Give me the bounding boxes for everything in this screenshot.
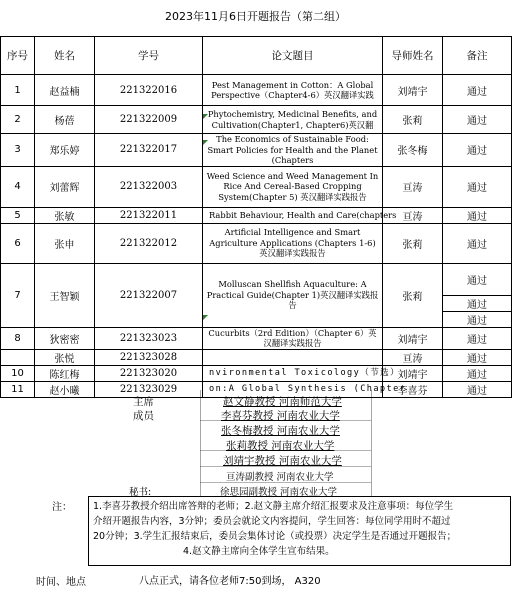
cell-note: 通过 <box>443 134 512 167</box>
cell-thesis: Pest Management in Cotton：A Global Perspective（Chapter4-6）英汉翻译实践 <box>203 75 383 106</box>
secretary-label: 秘书: <box>129 487 152 498</box>
cell-advisor: 刘靖宇 <box>383 75 443 106</box>
cell-advisor: 刘靖宇 <box>383 327 443 349</box>
cell-note: 通过 <box>443 166 512 207</box>
committee-member: 张冬梅教授 河南农业大学 <box>221 425 340 437</box>
cell-thesis: Weed Science and Weed Management In Rice And Cereal-Based Cropping System(Chapter 5) 英汉翻译实践报告 <box>203 166 383 207</box>
cell-note: 通过 <box>443 207 512 223</box>
cell-thesis: nvironmental Toxicology（节选） <box>203 365 383 381</box>
cell-thesis: on:A Global Synthesis (Chapter <box>203 381 383 397</box>
cell-advisor: 张莉 <box>383 223 443 263</box>
header-advisor: 导师姓名 <box>383 37 443 75</box>
table-row[interactable] <box>1 75 512 106</box>
table-row[interactable] <box>1 207 512 223</box>
cell-student-id: 221323020 <box>95 365 203 381</box>
cell-thesis: Molluscan Shellfish Aquaculture: A Practical Guide(Chapter 1)英汉翻译实践报告 <box>203 263 383 327</box>
cell-advisor: 亘涛 <box>383 349 443 365</box>
chair-name: 赵文静教授 河南师范大学 <box>223 396 342 408</box>
members-label: 成员 <box>133 410 154 422</box>
cell-thesis: Cucurbits（2rd Edition）（Chapter 6）英汉翻译实践报告 <box>203 327 383 349</box>
committee-member: 张莉教授 河南农业大学 <box>226 440 335 452</box>
cell-student-id: 221323028 <box>95 349 203 365</box>
header-thesis: 论文题目 <box>203 37 383 75</box>
cell-note: 通过 <box>443 106 512 134</box>
cell-name: 张敏 <box>35 207 95 223</box>
cell-name: 赵益楠 <box>35 75 95 106</box>
table-header-row <box>1 37 512 75</box>
cell-no: 10 <box>1 365 35 381</box>
note-line: 1.李喜芬教授介绍出席答辩的老师；2.赵文静主席介绍汇报要求及注意事项：每位学生 <box>93 501 454 512</box>
cell-thesis: The Economics of Sustainable Food: Smart Policies for Health and the Planet (Chapters <box>203 134 383 167</box>
cell-student-id: 221322007 <box>95 263 203 327</box>
cell-name: 赵小曦 <box>35 381 95 397</box>
cell-no: 4 <box>1 166 35 207</box>
time-location-value: 八点正式，请各位老师7:50到场， A320 <box>139 576 321 587</box>
cell-no: 3 <box>1 134 35 167</box>
cell-thesis: Artificial Intelligence and Smart Agriculture Applications (Chapters 1-6) 英汉翻译实践报告 <box>203 223 383 263</box>
cell-name: 狄密密 <box>35 327 95 349</box>
table-row[interactable] <box>1 327 512 349</box>
cell-advisor: 李喜芬 <box>383 381 443 397</box>
header-note: 备注 <box>443 37 512 75</box>
cell-marker-icon <box>203 140 208 145</box>
cell-advisor: 张莉 <box>383 263 443 327</box>
cell-student-id: 221323023 <box>95 327 203 349</box>
cell-student-id: 221323029 <box>95 381 203 397</box>
table-row[interactable] <box>1 134 512 167</box>
cell-advisor: 张冬梅 <box>383 134 443 167</box>
notes-label: 注： <box>52 502 72 513</box>
cell-student-id: 221322011 <box>95 207 203 223</box>
table-row[interactable] <box>1 223 512 263</box>
cell-note: 通过 <box>443 223 512 263</box>
table-row[interactable] <box>1 166 512 207</box>
cell-name: 刘蕾辉 <box>35 166 95 207</box>
secretary-name: 徐思园副教授 河南农业大学 <box>220 487 338 498</box>
header-name: 姓名 <box>35 37 95 75</box>
cell-note: 通过 <box>443 311 512 327</box>
time-location-label: 时间、地点 <box>36 577 86 588</box>
cell-marker-icon <box>203 114 208 119</box>
cell-note: 通过 <box>443 295 512 311</box>
cell-thesis: Phytochemistry, Medicinal Benefits, and Cultivation(Chapter1, Chapter6)英汉翻 <box>203 106 383 134</box>
cell-note: 通过 <box>443 365 512 381</box>
chair-label: 主席 <box>133 396 154 408</box>
cell-no: 11 <box>1 381 35 397</box>
cell-no: 8 <box>1 327 35 349</box>
cell-student-id: 221322017 <box>95 134 203 167</box>
cell-student-id: 221322003 <box>95 166 203 207</box>
committee-member: 刘靖宇教授 河南农业大学 <box>223 455 342 467</box>
cell-no <box>1 349 35 365</box>
committee-member: 李喜芬教授 河南农业大学 <box>221 410 340 422</box>
cell-student-id: 221322016 <box>95 75 203 106</box>
cell-note: 通过 <box>443 381 512 397</box>
cell-note: 通过 <box>443 75 512 106</box>
cell-no: 6 <box>1 223 35 263</box>
cell-name: 王智颖 <box>35 263 95 327</box>
cell-no: 7 <box>1 263 35 327</box>
cell-thesis <box>203 349 383 365</box>
cell-name: 张悦 <box>35 349 95 365</box>
table-row[interactable] <box>1 365 512 381</box>
header-student-id: 学号 <box>95 37 203 75</box>
notes-box <box>88 496 511 566</box>
committee-member: 亘涛副教授 河南农业大学 <box>226 472 334 483</box>
note-line: 4.赵文静主席向全体学生宣布结果。 <box>183 546 335 557</box>
cell-name: 杨蓓 <box>35 106 95 134</box>
page-title: 2023年11月6日开题报告（第二组） <box>165 10 346 23</box>
cell-note: 通过 <box>443 327 512 349</box>
cell-marker-icon <box>203 315 208 320</box>
cell-no: 2 <box>1 106 35 134</box>
cell-student-id: 221322009 <box>95 106 203 134</box>
cell-name: 张申 <box>35 223 95 263</box>
cell-name: 郑乐婷 <box>35 134 95 167</box>
cell-student-id: 221322012 <box>95 223 203 263</box>
cell-note: 通过 <box>443 349 512 365</box>
cell-advisor: 亘涛 <box>383 207 443 223</box>
note-line: 20分钟；3.学生汇报结束后，委员会集体讨论（或投票）决定学生是否通过开题报告； <box>93 531 457 542</box>
table-row[interactable] <box>1 263 512 295</box>
cell-thesis: Rabbit Behaviour, Health and Care(chapters <box>203 207 383 223</box>
cell-no: 1 <box>1 75 35 106</box>
table-row[interactable] <box>1 106 512 134</box>
cell-name: 陈红梅 <box>35 365 95 381</box>
cell-advisor: 张莉 <box>383 106 443 134</box>
schedule-table <box>0 36 512 398</box>
header-no: 序号 <box>1 37 35 75</box>
cell-advisor: 亘涛 <box>383 166 443 207</box>
table-row[interactable] <box>1 349 512 365</box>
cell-note: 通过 <box>443 263 512 295</box>
cell-advisor: 刘靖宇 <box>383 365 443 381</box>
note-line: 介绍开题报告内容，3分钟；委员会就论文内容提问，学生回答：每位同学用时不超过 <box>93 516 451 527</box>
cell-no: 5 <box>1 207 35 223</box>
